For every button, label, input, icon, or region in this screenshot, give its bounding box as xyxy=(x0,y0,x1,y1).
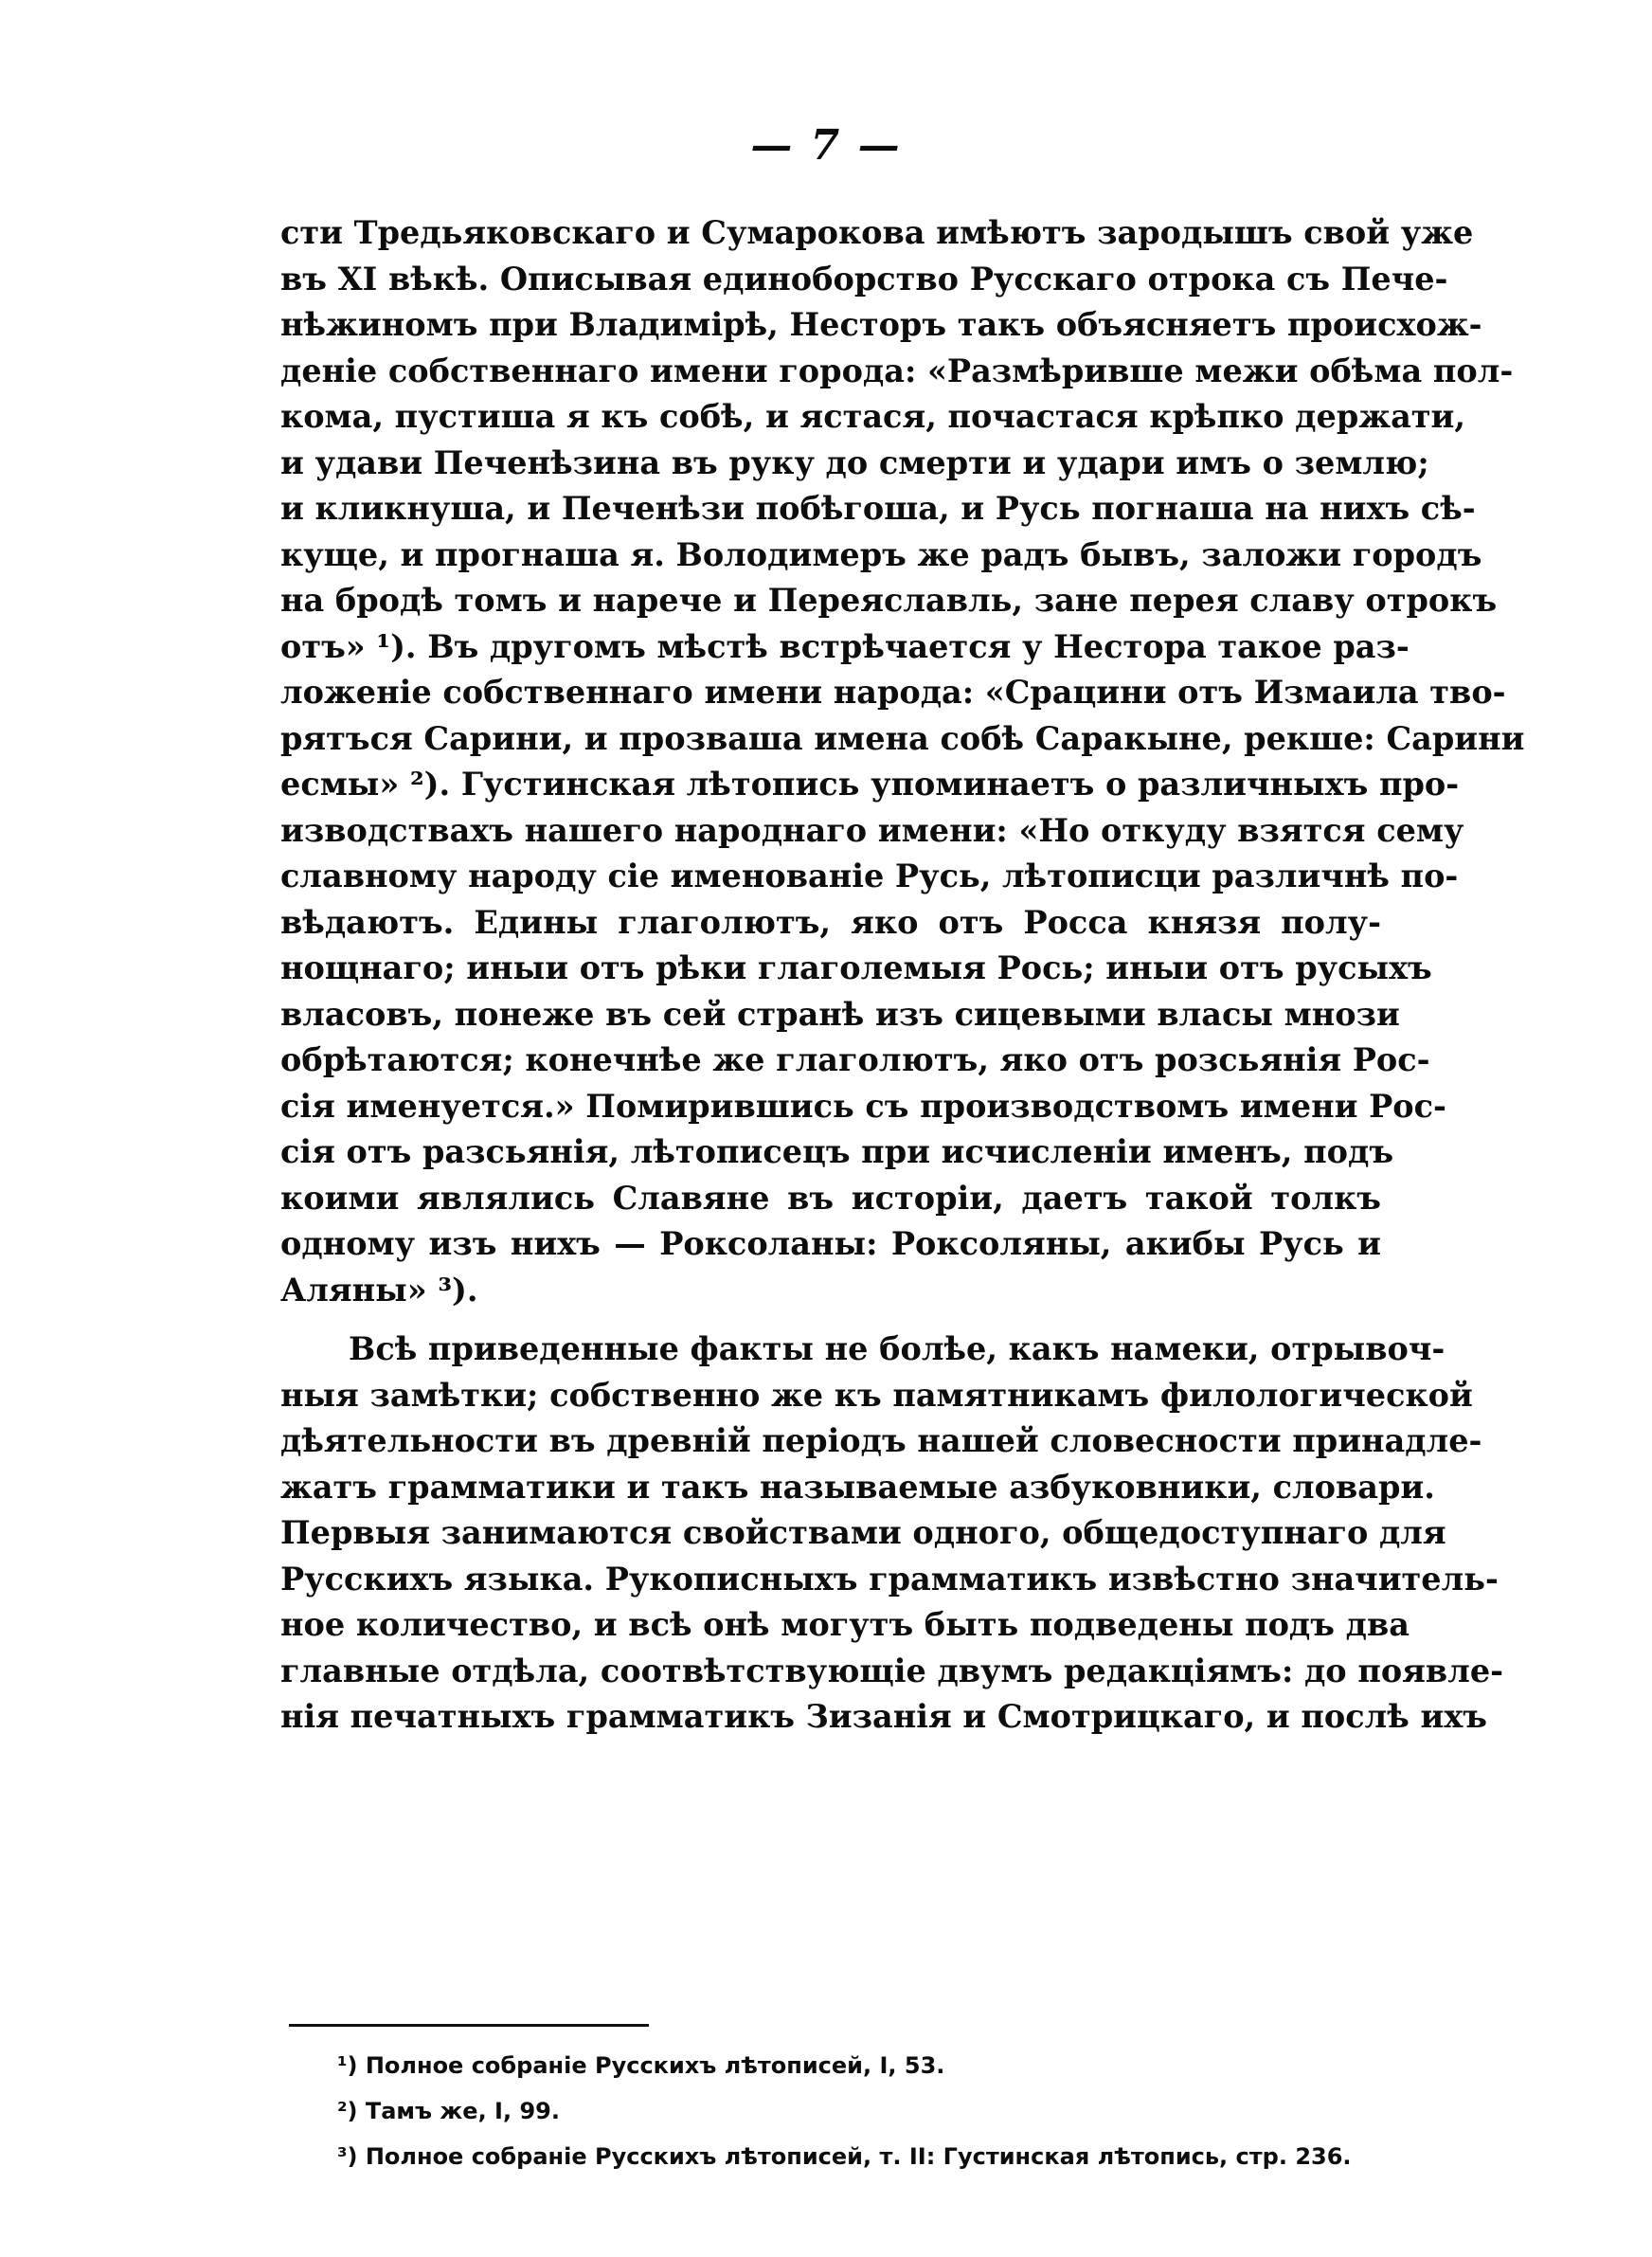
text-line: коими являлись Славяне въ исторіи, даетъ такой толкъ xyxy=(280,1179,1381,1217)
text-line: власовъ, понеже въ сей странѣ изъ сицевыми власы мнози xyxy=(280,995,1400,1033)
text-line: сія именуется.» Помирившись съ производствомъ имени Рос- xyxy=(280,1087,1446,1125)
text-line: главные отдѣла, соотвѣтствующіе двумъ редакціямъ: до появле- xyxy=(280,1652,1504,1689)
footnotes xyxy=(337,2043,1379,2179)
text-line: деніе собственнаго имени города: «Размѣривше межи обѣма пол- xyxy=(280,352,1514,389)
text-line: дѣятельности въ древній періодъ нашей словесности принадле- xyxy=(280,1422,1482,1459)
body-text xyxy=(280,210,1525,1741)
text-line: обрѣтаются; конечнѣе же глаголютъ, яко отъ розсьянія Рос- xyxy=(280,1041,1430,1078)
footnote-3: ³) Полное собраніе Русскихъ лѣтописей, т. II: Густинская лѣтопись, стр. 236. xyxy=(337,2143,1352,2170)
page-number: — 7 — xyxy=(750,121,902,170)
text-line: нѣжиномъ при Владимірѣ, Несторъ такъ объясняетъ происхож- xyxy=(280,306,1482,343)
text-line: ложеніе собственнаго имени народа: «Срацини отъ Измаила тво- xyxy=(280,674,1506,711)
footnote-divider xyxy=(289,2024,649,2027)
text-line: славному народу сіе именованіе Русь, лѣтописци различнѣ по- xyxy=(280,858,1459,894)
text-line: ныя замѣтки; собственно же къ памятникамъ филологической xyxy=(280,1376,1473,1414)
paragraph-gap xyxy=(280,1313,1381,1327)
footnote-2: ²) Тамъ же, I, 99. xyxy=(337,2098,560,2124)
text-line: отъ» ¹). Въ другомъ мѣстѣ встрѣчается у Нестора такое раз- xyxy=(280,627,1410,665)
text-line: кома, пустиша я къ собѣ, и ястася, почастася крѣпко держати, xyxy=(280,398,1466,435)
text-line: сти Тредьяковскаго и Сумарокова имѣютъ зародышъ свой уже xyxy=(280,214,1474,251)
text-line: изводствахъ нашего народнаго имени: «Но откуду взятся сему xyxy=(280,811,1464,849)
text-line: одному изъ нихъ — Роксоланы: Роксоляны, акибы Русь и xyxy=(280,1225,1381,1262)
paragraph-1 xyxy=(280,210,1525,1313)
text-line: вѣдаютъ. Едины глаголютъ, яко отъ Росса князя полу- xyxy=(280,903,1381,941)
text-line: жатъ грамматики и такъ называемые азбуковники, словари. xyxy=(280,1468,1435,1506)
text-line: и удави Печенѣзина въ руку до смерти и удари имъ о землю; xyxy=(280,443,1429,481)
text-line: Русскихъ языка. Рукописныхъ грамматикъ извѣстно значитель- xyxy=(280,1560,1499,1598)
text-line: нія печатныхъ грамматикъ Зизанія и Смотрицкаго, и послѣ ихъ xyxy=(280,1698,1487,1735)
text-line: и кликнуша, и Печенѣзи побѣгоша, и Русь погнаша на нихъ сѣ- xyxy=(280,490,1476,527)
footnote-1: ¹) Полное собраніе Русскихъ лѣтописей, I, 53. xyxy=(337,2052,945,2079)
text-line: на бродѣ томъ и нарече и Переяславль, зане перея славу отрокъ xyxy=(280,582,1498,619)
text-line: сія отъ разсьянія, лѣтописецъ при исчисленіи именъ, подъ xyxy=(280,1133,1394,1170)
text-line: Аляны» ³). xyxy=(280,1271,478,1309)
paragraph-2 xyxy=(280,1327,1504,1741)
text-line: рятъся Сарини, и прозваша имена собѣ Саракыне, рекше: Сарини xyxy=(280,719,1525,757)
text-line: Всѣ приведенные факты не болѣе, какъ намеки, отрывоч- xyxy=(349,1330,1446,1367)
text-line: куще, и прогнаша я. Володимеръ же радъ бывъ, заложи городъ xyxy=(280,535,1482,573)
text-line: ное количество, и всѣ онѣ могутъ быть подведены подъ два xyxy=(280,1606,1410,1643)
text-line: есмы» ²). Густинская лѣтопись упоминаетъ о различныхъ про- xyxy=(280,766,1460,803)
text-line: Первыя занимаются свойствами одного, общедоступнаго для xyxy=(280,1514,1446,1551)
text-line: нощнаго; иныи отъ рѣки глаголемыя Рось; иныи отъ русыхъ xyxy=(280,949,1432,986)
text-line: въ XI вѣкѣ. Описывая единоборство Русскаго отрока съ Пече- xyxy=(280,260,1448,298)
